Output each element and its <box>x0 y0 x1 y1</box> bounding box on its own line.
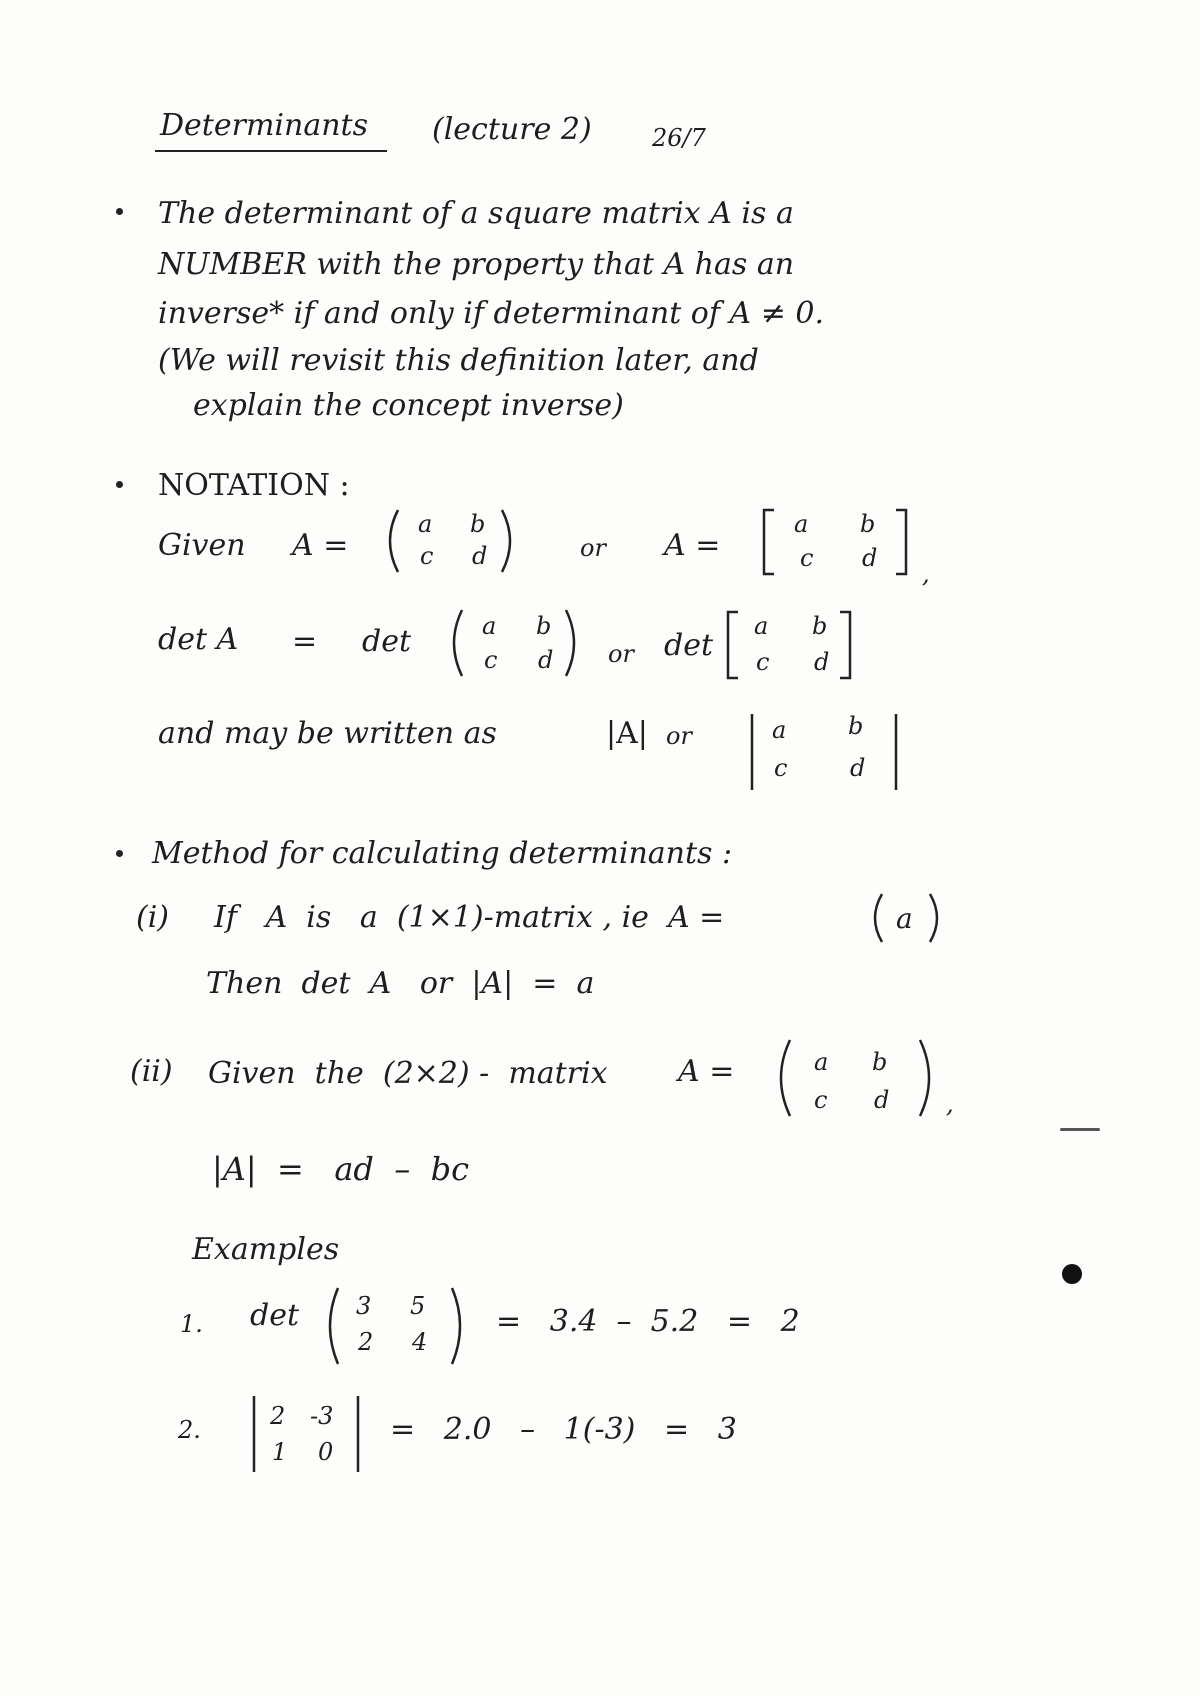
matrix-entry-b: b <box>872 1048 888 1076</box>
case2-A-equals: A = <box>678 1054 735 1089</box>
example-2-entry: 0 <box>318 1438 334 1466</box>
matrix-entry-a: a <box>794 510 809 538</box>
example-1-entry: 2 <box>358 1328 374 1356</box>
notation-or-1: or <box>580 534 606 562</box>
matrix-entry-b: b <box>848 712 864 740</box>
matrix-entry-c: c <box>774 754 788 782</box>
notation-det-A: det A <box>158 622 239 657</box>
lecture-label: (lecture 2) <box>432 112 592 147</box>
matrix-parens-2 <box>444 606 584 680</box>
definition-line-5: explain the concept inverse) <box>193 388 624 423</box>
example-2-entry: -3 <box>310 1402 334 1430</box>
matrix-entry-d: d <box>472 542 488 570</box>
matrix-entry-a: a <box>814 1048 829 1076</box>
notation-or-3: or <box>666 722 692 750</box>
bullet-definition <box>116 208 123 215</box>
example-1-matrix <box>320 1284 470 1368</box>
examples-heading: Examples <box>192 1232 340 1267</box>
case1-label: (i) <box>136 900 170 935</box>
example-1-entry: 4 <box>412 1328 428 1356</box>
matrix-entry-a: a <box>418 510 433 538</box>
page-title: Determinants <box>160 108 368 143</box>
notation-det-2: det <box>664 628 714 663</box>
scan-dot <box>1062 1264 1082 1284</box>
matrix-brackets-2 <box>724 608 854 682</box>
bullet-method <box>116 850 123 857</box>
definition-line-4: (We will revisit this definition later, and <box>158 343 759 378</box>
definition-line-1: The determinant of a square matrix A is a <box>158 196 794 231</box>
notation-abs-A: |A| <box>606 716 648 751</box>
matrix-entry-b: b <box>812 612 828 640</box>
matrix-bars-1 <box>746 710 906 794</box>
determinant-formula: |A| = ad – bc <box>212 1150 469 1188</box>
case1-text: If A is a (1×1)-matrix , ie A = <box>214 900 725 935</box>
matrix-entry-d: d <box>538 646 554 674</box>
matrix-parens-3 <box>770 1036 940 1120</box>
example-1-det: det <box>250 1298 300 1333</box>
notation-given: Given <box>158 528 246 563</box>
notation-A-equals-1: A = <box>292 528 349 563</box>
matrix-entry-a: a <box>754 612 769 640</box>
matrix-entry-c: c <box>814 1086 828 1114</box>
matrix-entry-d: d <box>874 1086 890 1114</box>
example-2-result: = 2.0 – 1(-3) = 3 <box>390 1412 737 1447</box>
definition-line-2: NUMBER with the property that A has an <box>158 247 795 282</box>
matrix-entry-b: b <box>860 510 876 538</box>
notation-equals: = <box>292 624 318 659</box>
example-1-entry: 5 <box>410 1292 426 1320</box>
example-1-entry: 3 <box>356 1292 372 1320</box>
lecture-date: 26/7 <box>652 124 706 152</box>
matrix-brackets-1 <box>760 506 910 578</box>
bullet-notation <box>116 481 123 488</box>
example-1-number: 1. <box>180 1310 203 1338</box>
matrix-entry-a: a <box>482 612 497 640</box>
definition-line-3: inverse* if and only if determinant of A ≠ 0. <box>158 296 824 331</box>
example-2-entry: 2 <box>270 1402 286 1430</box>
case1-entry-a: a <box>896 902 913 935</box>
example-1-result: = 3.4 – 5.2 = 2 <box>496 1304 800 1339</box>
matrix-entry-b: b <box>536 612 552 640</box>
case1-then: Then det A or |A| = a <box>206 966 595 1001</box>
matrix-entry-b: b <box>470 510 486 538</box>
matrix-entry-a: a <box>772 716 787 744</box>
case2-label: (ii) <box>130 1054 173 1089</box>
matrix-parens-1 <box>380 506 520 576</box>
example-2-entry: 1 <box>272 1438 288 1466</box>
notation-det-1: det <box>362 624 412 659</box>
notation-trailing-comma: , <box>922 560 930 588</box>
title-underline <box>155 150 387 152</box>
matrix-entry-c: c <box>800 544 814 572</box>
notation-heading: NOTATION : <box>158 468 350 503</box>
method-heading: Method for calculating determinants : <box>152 836 733 871</box>
matrix-entry-c: c <box>484 646 498 674</box>
notation-may-be-written: and may be written as <box>158 716 497 751</box>
matrix-entry-d: d <box>814 648 830 676</box>
matrix-entry-d: d <box>850 754 866 782</box>
matrix-entry-d: d <box>862 544 878 572</box>
matrix-1x1 <box>866 890 946 946</box>
case2-text: Given the (2×2) - matrix <box>208 1056 608 1091</box>
matrix-entry-c: c <box>756 648 770 676</box>
scan-mark <box>1060 1128 1100 1131</box>
notation-or-2: or <box>608 640 634 668</box>
example-2-number: 2. <box>178 1416 201 1444</box>
example-2-matrix <box>248 1392 364 1476</box>
case2-trailing-comma: , <box>946 1090 954 1118</box>
notation-A-equals-2: A = <box>664 528 721 563</box>
matrix-entry-c: c <box>420 542 434 570</box>
